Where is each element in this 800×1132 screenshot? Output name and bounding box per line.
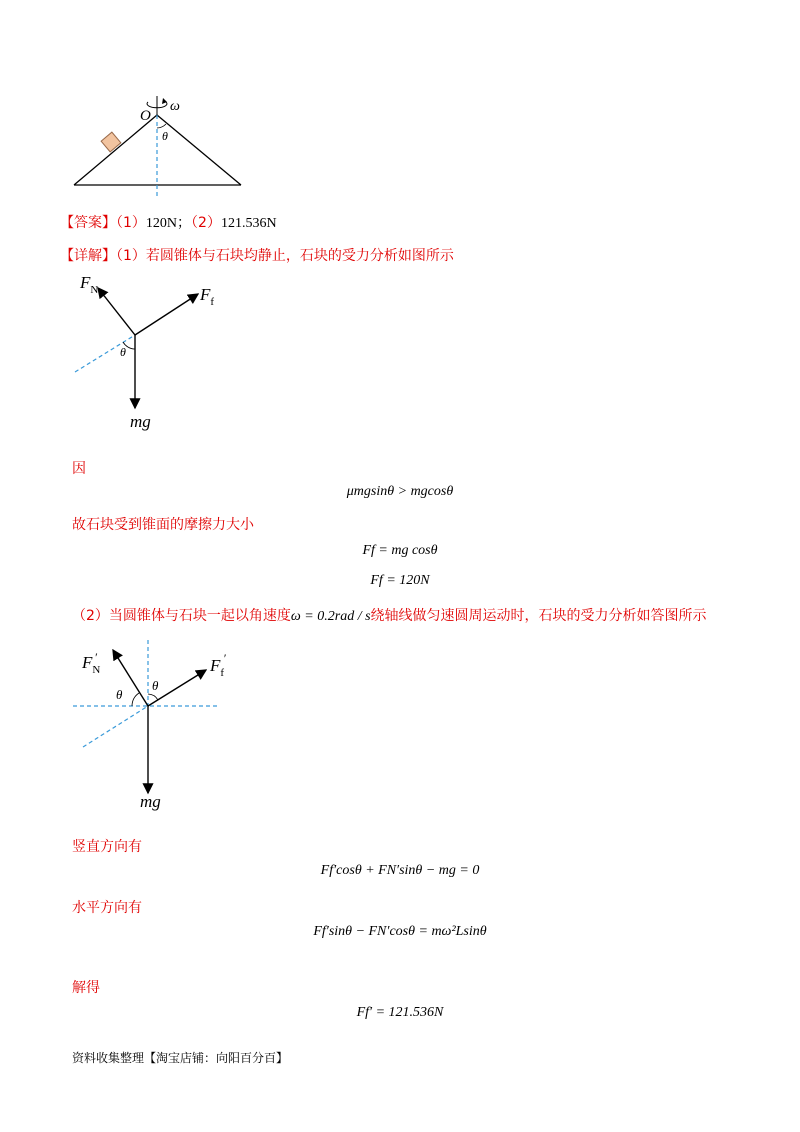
incline-dashed-line xyxy=(75,335,135,372)
cone-diagram xyxy=(60,90,260,200)
label-theta-2: θ xyxy=(120,345,126,359)
equation-3: Ff = 120N xyxy=(370,573,430,588)
rotation-arrowhead-icon xyxy=(162,98,167,104)
cone-left-edge xyxy=(74,115,157,185)
answer-line xyxy=(60,212,277,232)
incline-dashed-line-2 xyxy=(83,706,148,747)
equation-4: Ff′cosθ + FN′sinθ − mg = 0 xyxy=(320,863,480,878)
part2-line xyxy=(72,605,707,625)
detail-tag: 【详解】 xyxy=(60,248,116,264)
label-O: O xyxy=(140,108,151,124)
label-theta: θ xyxy=(162,129,168,143)
friction-text: 故石块受到锥面的摩擦力大小 xyxy=(72,517,254,533)
answer-part2-tag: （2） xyxy=(191,215,221,231)
label-theta-top: θ xyxy=(152,678,159,693)
label-FN: $F_N$ xyxy=(80,273,99,296)
vertical-text: 竖直方向有 xyxy=(72,839,142,855)
solve-text: 解得 xyxy=(72,980,100,996)
theta-arc xyxy=(157,124,166,128)
equation-2: Ff = mg cosθ xyxy=(362,543,438,558)
equation-6: Ff′ = 121.536N xyxy=(356,1005,444,1020)
label-mg-2: mg xyxy=(140,792,161,811)
part2-omega: ω = 0.2rad / s xyxy=(290,609,371,624)
answer-tag: 【答案】 xyxy=(60,215,116,231)
label-FN-prime: $F_N'$ xyxy=(82,650,101,676)
equation-5: Ff′sinθ − FN′cosθ = mω²Lsinθ xyxy=(313,924,487,939)
part2-prefix: （2）当圆锥体与石块一起以角速度 xyxy=(72,608,291,624)
theta-arc-left xyxy=(132,693,139,706)
answer-part1-tag: （1） xyxy=(116,215,146,231)
equation-1: μmgsinθ > mgcosθ xyxy=(346,484,454,499)
label-Ff-prime: $F_f'$ xyxy=(210,651,226,679)
theta-arc-top xyxy=(148,694,158,700)
force-diagram-rotating xyxy=(68,635,238,815)
part2-suffix: 绕轴线做匀速圆周运动时，石块的受力分析如答图所示 xyxy=(370,608,707,624)
label-Ff: $F_f$ xyxy=(200,285,215,308)
stone-block xyxy=(101,132,121,152)
detail-part1-text: （1）若圆锥体与石块均静止，石块的受力分析如图所示 xyxy=(116,248,454,264)
label-mg: mg xyxy=(130,412,151,431)
horizontal-text: 水平方向有 xyxy=(72,900,142,916)
friction-force-arrow xyxy=(135,294,198,335)
cone-right-edge xyxy=(157,115,241,185)
answer-part2-value: 121.536N xyxy=(220,216,277,231)
because-text: 因 xyxy=(72,461,86,477)
detail-line-1 xyxy=(60,245,454,265)
force-diagram-static xyxy=(70,270,250,435)
normal-force-arrow xyxy=(98,288,135,335)
answer-separator: ； xyxy=(177,216,192,231)
label-theta-left: θ xyxy=(116,687,123,702)
footer-source: 资料收集整理【淘宝店铺：向阳百分百】 xyxy=(72,1051,289,1065)
label-omega: ω xyxy=(170,99,180,114)
answer-part1-value: 120N xyxy=(145,216,178,231)
